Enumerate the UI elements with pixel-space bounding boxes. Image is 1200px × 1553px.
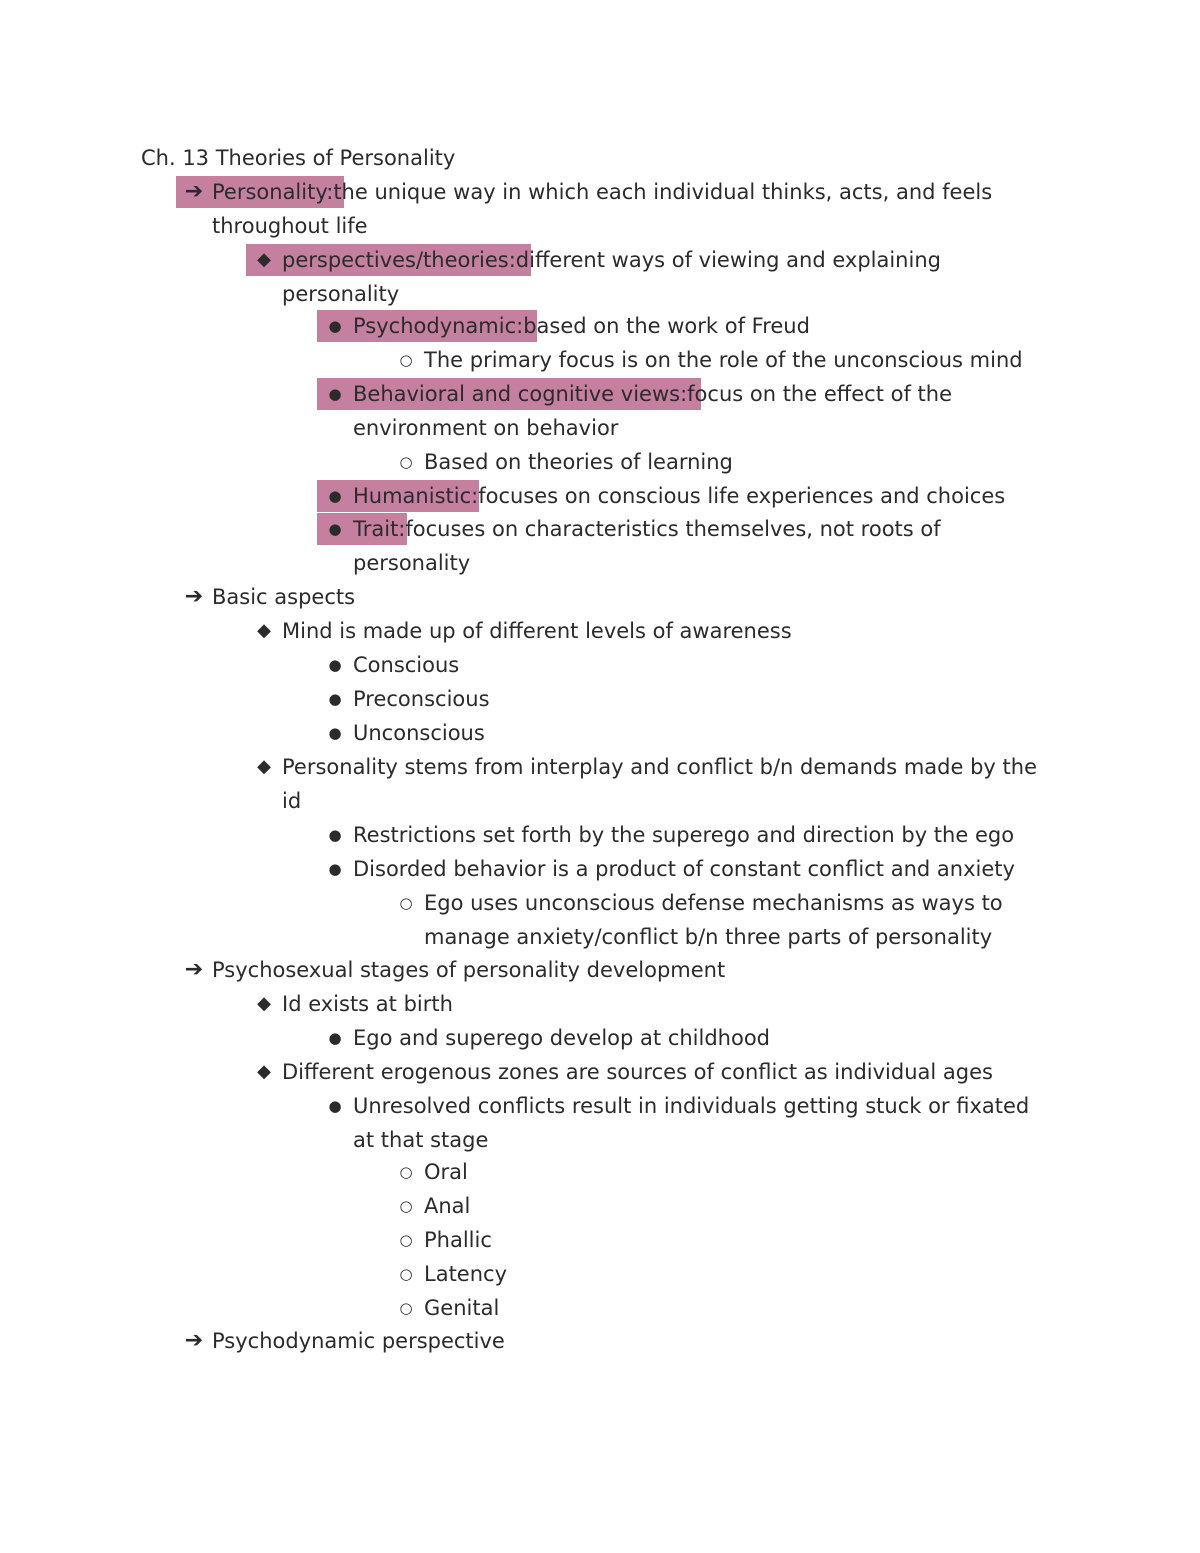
item-body: the unique way in which each individual thinks, acts, and feels throughout life	[212, 180, 993, 238]
outline-item	[388, 1223, 1053, 1257]
item-text	[246, 243, 1046, 311]
arrow-icon: ➔	[184, 584, 204, 609]
item-body: Genital	[424, 1296, 500, 1320]
item-text	[317, 377, 1052, 445]
item-body: Unresolved conflicts result in individuals getting stuck or fixated at that stage	[353, 1094, 1030, 1152]
item-text	[388, 886, 1053, 954]
outline-item	[176, 1324, 1046, 1358]
item-text	[317, 512, 1052, 580]
item-body: based on the work of Freud	[523, 314, 810, 338]
item-body: Ego uses unconscious defense mechanisms as ways to manage anxiety/conflict b/n three parts of personality	[424, 891, 1003, 949]
dot-icon: ●	[328, 317, 342, 335]
outline-item	[176, 580, 1046, 614]
dot-icon: ●	[328, 487, 342, 505]
circle-icon: ○	[399, 1231, 413, 1249]
item-body: Disorded behavior is a product of constant conflict and anxiety	[353, 857, 1015, 881]
page-title: Ch. 13 Theories of Personality	[141, 146, 456, 170]
outline-item	[317, 512, 1052, 580]
item-text	[388, 1291, 1053, 1325]
outline-item	[317, 852, 1052, 886]
outline-item	[176, 175, 1046, 243]
outline-item	[317, 682, 1052, 716]
item-text	[317, 682, 1052, 716]
item-body: The primary focus is on the role of the unconscious mind	[424, 348, 1023, 372]
item-body: Different erogenous zones are sources of conflict as individual ages	[282, 1060, 993, 1084]
dot-icon: ●	[328, 1097, 342, 1115]
item-body: Unconscious	[353, 721, 485, 745]
diamond-icon: ◆	[257, 249, 271, 270]
circle-icon: ○	[399, 1265, 413, 1283]
item-text	[317, 648, 1052, 682]
item-text	[317, 479, 1052, 513]
item-body: Personality stems from interplay and conflict b/n demands made by the id	[282, 755, 1037, 813]
item-term: perspectives/theories:	[282, 248, 516, 272]
item-text	[176, 1324, 1046, 1358]
item-text	[176, 953, 1046, 987]
item-body: Psychodynamic perspective	[212, 1329, 505, 1353]
outline-item	[317, 309, 1052, 343]
diamond-icon: ◆	[257, 1061, 271, 1082]
outline-item	[176, 953, 1046, 987]
item-text	[317, 309, 1052, 343]
item-body: Restrictions set forth by the superego and direction by the ego	[353, 823, 1015, 847]
item-text	[246, 987, 1046, 1021]
item-text	[317, 852, 1052, 886]
item-text	[176, 580, 1046, 614]
item-text	[317, 1021, 1052, 1055]
item-text	[317, 716, 1052, 750]
diamond-icon: ◆	[257, 993, 271, 1014]
diamond-icon: ◆	[257, 620, 271, 641]
item-text	[246, 614, 1046, 648]
item-body: Conscious	[353, 653, 460, 677]
outline-item	[246, 750, 1046, 818]
item-body: Mind is made up of different levels of awareness	[282, 619, 792, 643]
item-text	[388, 1223, 1053, 1257]
outline-item	[317, 716, 1052, 750]
item-body: focus on the effect of the environment on behavior	[353, 382, 952, 440]
circle-icon: ○	[399, 453, 413, 471]
outline-item	[388, 343, 1053, 377]
arrow-icon: ➔	[184, 1328, 204, 1353]
dot-icon: ●	[328, 520, 342, 538]
item-term: Behavioral and cognitive views:	[353, 382, 688, 406]
dot-icon: ●	[328, 826, 342, 844]
item-body: Ego and superego develop at childhood	[353, 1026, 771, 1050]
outline-item	[317, 479, 1052, 513]
item-body: Preconscious	[353, 687, 490, 711]
outline-item	[388, 1155, 1053, 1189]
item-body: Based on theories of learning	[424, 450, 733, 474]
item-text	[176, 175, 1046, 243]
item-text	[388, 1257, 1053, 1291]
circle-icon: ○	[399, 351, 413, 369]
item-term: Personality:	[212, 180, 334, 204]
item-text	[388, 343, 1053, 377]
item-body: Phallic	[424, 1228, 492, 1252]
outline-item	[317, 377, 1052, 445]
dot-icon: ●	[328, 724, 342, 742]
dot-icon: ●	[328, 690, 342, 708]
item-body: Id exists at birth	[282, 992, 453, 1016]
item-text	[388, 1155, 1053, 1189]
outline-item	[246, 987, 1046, 1021]
item-term: Humanistic:	[353, 484, 479, 508]
circle-icon: ○	[399, 1197, 413, 1215]
item-text	[317, 818, 1052, 852]
circle-icon: ○	[399, 1163, 413, 1181]
outline-item	[246, 1055, 1046, 1089]
arrow-icon: ➔	[184, 179, 204, 204]
dot-icon: ●	[328, 1029, 342, 1047]
dot-icon: ●	[328, 385, 342, 403]
item-text	[246, 1055, 1046, 1089]
item-text	[317, 1089, 1052, 1157]
item-body: focuses on characteristics themselves, not roots of personality	[353, 517, 941, 575]
outline-item	[388, 445, 1053, 479]
outline-item	[317, 648, 1052, 682]
outline-item	[317, 1089, 1052, 1157]
item-body: Anal	[424, 1194, 471, 1218]
dot-icon: ●	[328, 860, 342, 878]
outline-item	[246, 243, 1046, 311]
item-term: Trait:	[353, 517, 406, 541]
item-body: Basic aspects	[212, 585, 356, 609]
outline-item	[388, 1257, 1053, 1291]
item-body: different ways of viewing and explaining personality	[282, 248, 941, 306]
item-body: Oral	[424, 1160, 468, 1184]
outline-item	[388, 1189, 1053, 1223]
diamond-icon: ◆	[257, 756, 271, 777]
arrow-icon: ➔	[184, 957, 204, 982]
outline-item	[388, 1291, 1053, 1325]
outline-item	[317, 818, 1052, 852]
item-body: Psychosexual stages of personality development	[212, 958, 726, 982]
item-text	[388, 445, 1053, 479]
circle-icon: ○	[399, 894, 413, 912]
circle-icon: ○	[399, 1299, 413, 1317]
item-text	[388, 1189, 1053, 1223]
outline-item	[317, 1021, 1052, 1055]
item-body: Latency	[424, 1262, 508, 1286]
dot-icon: ●	[328, 656, 342, 674]
outline-item	[388, 886, 1053, 954]
item-text	[246, 750, 1046, 818]
outline-item	[246, 614, 1046, 648]
item-body: focuses on conscious life experiences and choices	[478, 484, 1006, 508]
item-term: Psychodynamic:	[353, 314, 524, 338]
